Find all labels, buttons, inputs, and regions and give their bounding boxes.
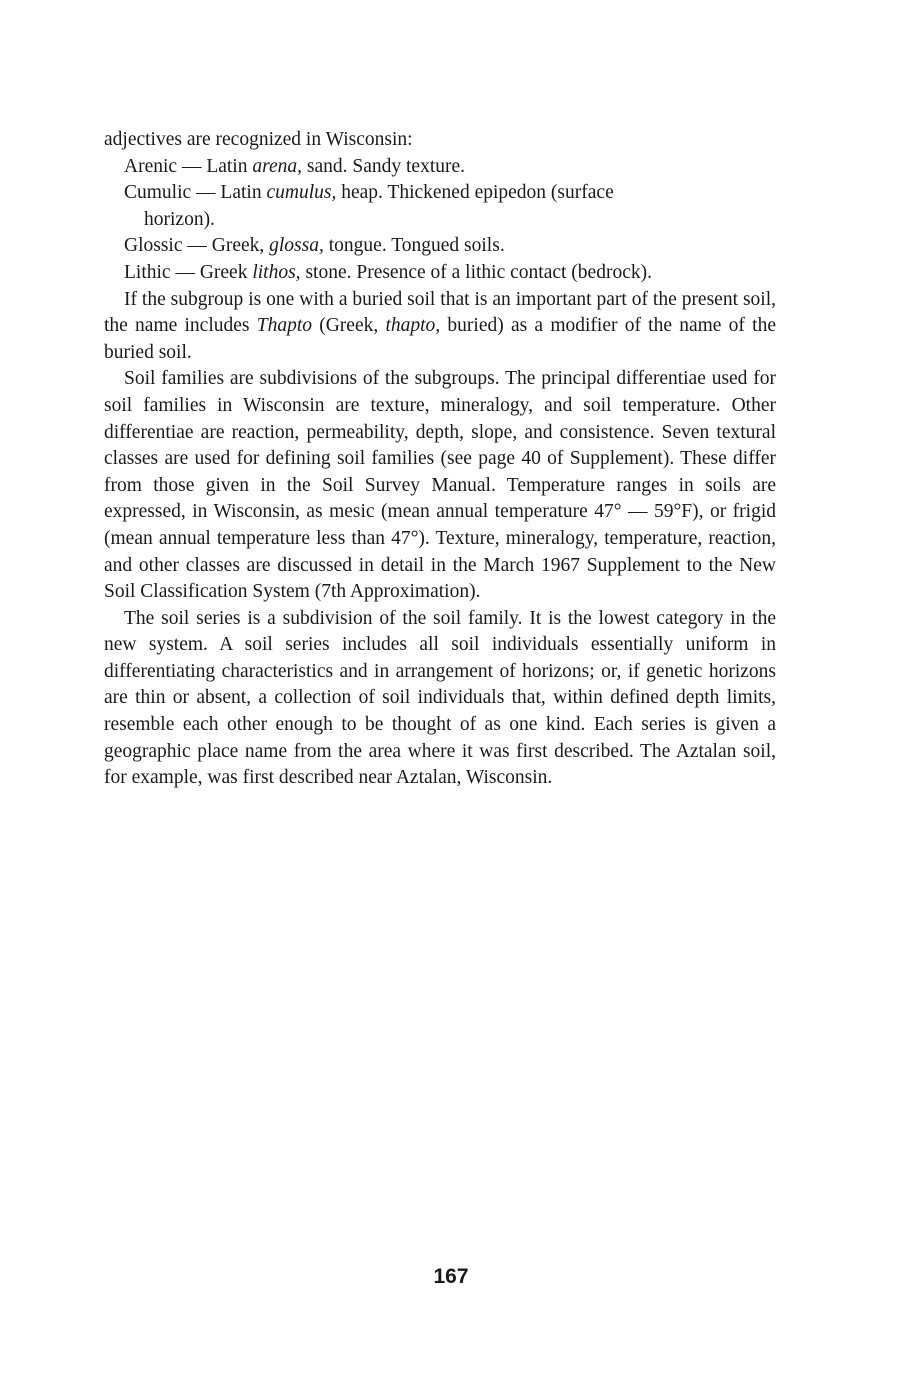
definition-language: Latin (206, 155, 253, 177)
definition-dash: — (182, 235, 212, 257)
definition-glossic (104, 233, 776, 260)
definition-meaning: heap. Thickened epipedon (surface (336, 182, 614, 204)
definition-language: Latin (220, 182, 267, 204)
definition-term: Cumulic (124, 182, 192, 204)
definition-root-word: lithos, (252, 261, 301, 283)
definition-language: Greek, (211, 235, 270, 257)
definition-meaning: tongue. Tongued soils. (323, 235, 505, 257)
definition-cumulic-continuation: horizon). (144, 208, 215, 230)
definition-term: Arenic (124, 155, 178, 177)
definition-meaning: stone. Presence of a lithic contact (bedrock). (300, 261, 652, 283)
definition-dash: — (177, 155, 207, 177)
definition-term: Glossic (124, 235, 183, 257)
thapto-term: Thapto (256, 315, 312, 337)
thapto-greek-word: thapto, (385, 315, 441, 337)
page-body (104, 127, 776, 792)
thapto-paragraph (104, 287, 776, 367)
intro-line: adjectives are recognized in Wisconsin: (104, 129, 413, 150)
definition-lithic (104, 260, 776, 287)
definition-term: Lithic (124, 261, 171, 283)
definition-root-word: glossa, (269, 235, 324, 257)
definition-language: Greek (199, 261, 253, 283)
thapto-text-after: buried) as a modifier of the name of the buried soil. (104, 315, 776, 363)
definition-root-word: arena, (252, 155, 302, 177)
definition-root-word: cumulus, (266, 182, 337, 204)
definition-dash: — (191, 182, 221, 204)
thapto-text-before: If the subgroup is one with a buried soil that is an important part of the present soil, the name includes (104, 288, 776, 337)
definition-dash: — (170, 261, 200, 283)
soil-families-paragraph: Soil families are subdivisions of the subgroups. The principal differentiae used for soil families in Wisconsin are texture, mineralogy, and soil temperature. Other differentiae are reaction, permeability, depth, slope, and consistence. Seven textural classes are used for defining soil families (see page 40 of Supplement). These differ from those given in the Soil Survey Manual. Temperature ranges in soils are expressed, in Wisconsin, as mesic (mean annual temperature 47° — 59°F), or frigid (mean annual temperature less than 47°). Texture, mineralogy, temperature, reaction, and other classes are discussed in detail in the March 1967 Supplement to the New Soil Classification System (7th Approximation). (104, 368, 776, 603)
definition-meaning: sand. Sandy texture. (302, 155, 466, 177)
definition-arenic (104, 154, 776, 181)
definition-cumulic (104, 180, 776, 207)
soil-series-paragraph: The soil series is a subdivision of the soil family. It is the lowest category in the new system. A soil series includes all soil individuals essentially uniform in differentiating characteristics and in arrangement of horizons; or, if genetic horizons are thin or absent, a collection of soil individuals that, within defined depth limits, resemble each other enough to be thought of as one kind. Each series is given a geographic place name from the area where it was first described. The Aztalan soil, for example, was first described near Aztalan, Wisconsin. (104, 607, 776, 789)
thapto-text-middle: (Greek, (312, 315, 386, 337)
page-number: 167 (433, 1265, 469, 1288)
